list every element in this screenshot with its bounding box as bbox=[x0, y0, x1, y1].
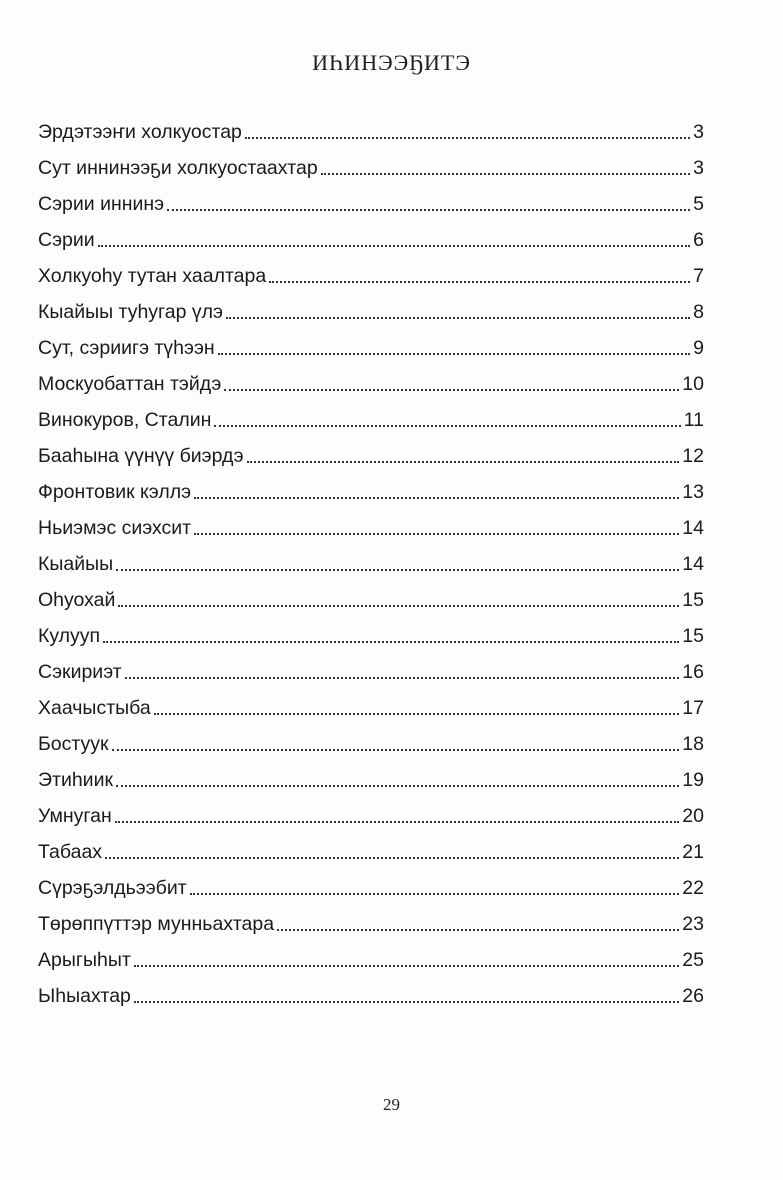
dot-leader bbox=[226, 317, 690, 319]
toc-entry-label: Хаачыстыба bbox=[38, 697, 151, 719]
dot-leader bbox=[116, 785, 679, 787]
toc-entry-label: Кулууп bbox=[38, 625, 101, 647]
toc-entry bbox=[38, 362, 704, 398]
dot-leader bbox=[134, 1001, 679, 1003]
toc-entry-label: Винокуров, Сталин bbox=[38, 409, 212, 431]
toc-entry bbox=[38, 794, 704, 830]
toc-entry-page: 9 bbox=[693, 337, 704, 359]
dot-leader bbox=[115, 821, 680, 823]
toc-entry-page: 15 bbox=[682, 589, 704, 611]
toc-entry-page: 5 bbox=[693, 193, 704, 215]
dot-leader bbox=[118, 605, 679, 607]
toc-entry-page: 25 bbox=[682, 949, 704, 971]
toc-entry bbox=[38, 182, 704, 218]
toc-entry-label: Фронтовик кэллэ bbox=[38, 481, 192, 503]
toc-entry bbox=[38, 578, 704, 614]
toc-entry bbox=[38, 686, 704, 722]
dot-leader bbox=[154, 713, 680, 715]
toc-entry-label: Сэрии иннинэ bbox=[38, 193, 165, 215]
toc-entry-page: 14 bbox=[682, 553, 704, 575]
toc-entry-label: Сэкириэт bbox=[38, 661, 122, 683]
toc-entry-label: Сэрии bbox=[38, 229, 95, 251]
toc-entry-label: Ыһыахтар bbox=[38, 985, 131, 1007]
table-of-contents bbox=[38, 110, 704, 1010]
dot-leader bbox=[125, 677, 680, 679]
dot-leader bbox=[98, 245, 690, 247]
toc-entry-label: Москуобаттан тэйдэ bbox=[38, 373, 222, 395]
toc-entry-label: Арыгыһыт bbox=[38, 949, 131, 971]
toc-entry-page: 10 bbox=[682, 373, 704, 395]
dot-leader bbox=[112, 749, 680, 751]
toc-entry bbox=[38, 902, 704, 938]
toc-entry bbox=[38, 614, 704, 650]
toc-entry-label: Сут иннинээҕи холкуостаахтар bbox=[38, 157, 318, 179]
toc-entry-page: 23 bbox=[682, 913, 704, 935]
toc-entry-label: Этиһиик bbox=[38, 769, 114, 791]
toc-entry-page: 20 bbox=[682, 805, 704, 827]
toc-entry-label: Бааһына үүнүү биэрдэ bbox=[38, 445, 244, 467]
dot-leader bbox=[277, 929, 679, 931]
toc-entry-label: Сүрэҕэлдьээбит bbox=[38, 877, 187, 899]
dot-leader bbox=[214, 425, 680, 427]
toc-entry bbox=[38, 218, 704, 254]
toc-entry bbox=[38, 506, 704, 542]
dot-leader bbox=[245, 137, 690, 139]
dot-leader bbox=[105, 857, 679, 859]
toc-entry-label: Кыайыы bbox=[38, 553, 114, 575]
toc-entry bbox=[38, 722, 704, 758]
toc-entry-page: 3 bbox=[693, 157, 704, 179]
dot-leader bbox=[116, 569, 679, 571]
page-title: ИҺИНЭЭҔИТЭ bbox=[312, 50, 471, 75]
dot-leader bbox=[321, 173, 690, 175]
toc-entry-label: Табаах bbox=[38, 841, 103, 863]
dot-leader bbox=[103, 641, 679, 643]
toc-entry-page: 16 bbox=[682, 661, 704, 683]
toc-entry-label: Ньиэмэс сиэхсит bbox=[38, 517, 192, 539]
toc-entry-page: 22 bbox=[682, 877, 704, 899]
toc-entry-page: 15 bbox=[682, 625, 704, 647]
toc-entry-page: 17 bbox=[682, 697, 704, 719]
toc-entry-page: 6 bbox=[693, 229, 704, 251]
toc-entry-page: 26 bbox=[682, 985, 704, 1007]
toc-entry-page: 14 bbox=[682, 517, 704, 539]
toc-entry bbox=[38, 650, 704, 686]
toc-entry-label: Кыайыы туһугар үлэ bbox=[38, 301, 223, 323]
toc-entry bbox=[38, 434, 704, 470]
dot-leader bbox=[194, 533, 679, 535]
toc-entry-label: Умнуган bbox=[38, 805, 112, 827]
dot-leader bbox=[134, 965, 680, 967]
page-number: 29 bbox=[383, 1095, 400, 1114]
toc-entry-page: 21 bbox=[682, 841, 704, 863]
dot-leader bbox=[269, 281, 690, 283]
toc-entry bbox=[38, 110, 704, 146]
toc-entry-page: 7 bbox=[693, 265, 704, 287]
dot-leader bbox=[218, 353, 690, 355]
toc-entry bbox=[38, 542, 704, 578]
toc-entry bbox=[38, 470, 704, 506]
toc-entry bbox=[38, 398, 704, 434]
dot-leader bbox=[247, 461, 680, 463]
toc-entry bbox=[38, 146, 704, 182]
toc-entry-label: Төрөппүттэр мунньахтара bbox=[38, 913, 275, 935]
toc-entry-page: 8 bbox=[693, 301, 704, 323]
toc-entry-page: 3 bbox=[693, 121, 704, 143]
toc-entry bbox=[38, 254, 704, 290]
toc-entry bbox=[38, 830, 704, 866]
dot-leader bbox=[224, 389, 679, 391]
toc-entry-label: Бостуук bbox=[38, 733, 109, 755]
toc-entry-label: Холкуоһу тутан хаалтара bbox=[38, 265, 267, 287]
toc-entry-page: 11 bbox=[683, 409, 704, 431]
toc-entry bbox=[38, 938, 704, 974]
dot-leader bbox=[190, 893, 680, 895]
toc-entry bbox=[38, 974, 704, 1010]
toc-entry-page: 18 bbox=[682, 733, 704, 755]
toc-entry-page: 19 bbox=[682, 769, 704, 791]
toc-entry-page: 13 bbox=[682, 481, 704, 503]
toc-entry-label: Сут, сэриигэ түһээн bbox=[38, 337, 215, 359]
toc-entry-label: Оһуохай bbox=[38, 589, 116, 611]
dot-leader bbox=[194, 497, 679, 499]
toc-entry bbox=[38, 326, 704, 362]
toc-entry bbox=[38, 758, 704, 794]
toc-entry-page: 12 bbox=[682, 445, 704, 467]
toc-entry-label: Эрдэтээҥи холкуостар bbox=[38, 121, 242, 143]
toc-entry bbox=[38, 866, 704, 902]
dot-leader bbox=[167, 209, 690, 211]
toc-entry bbox=[38, 290, 704, 326]
